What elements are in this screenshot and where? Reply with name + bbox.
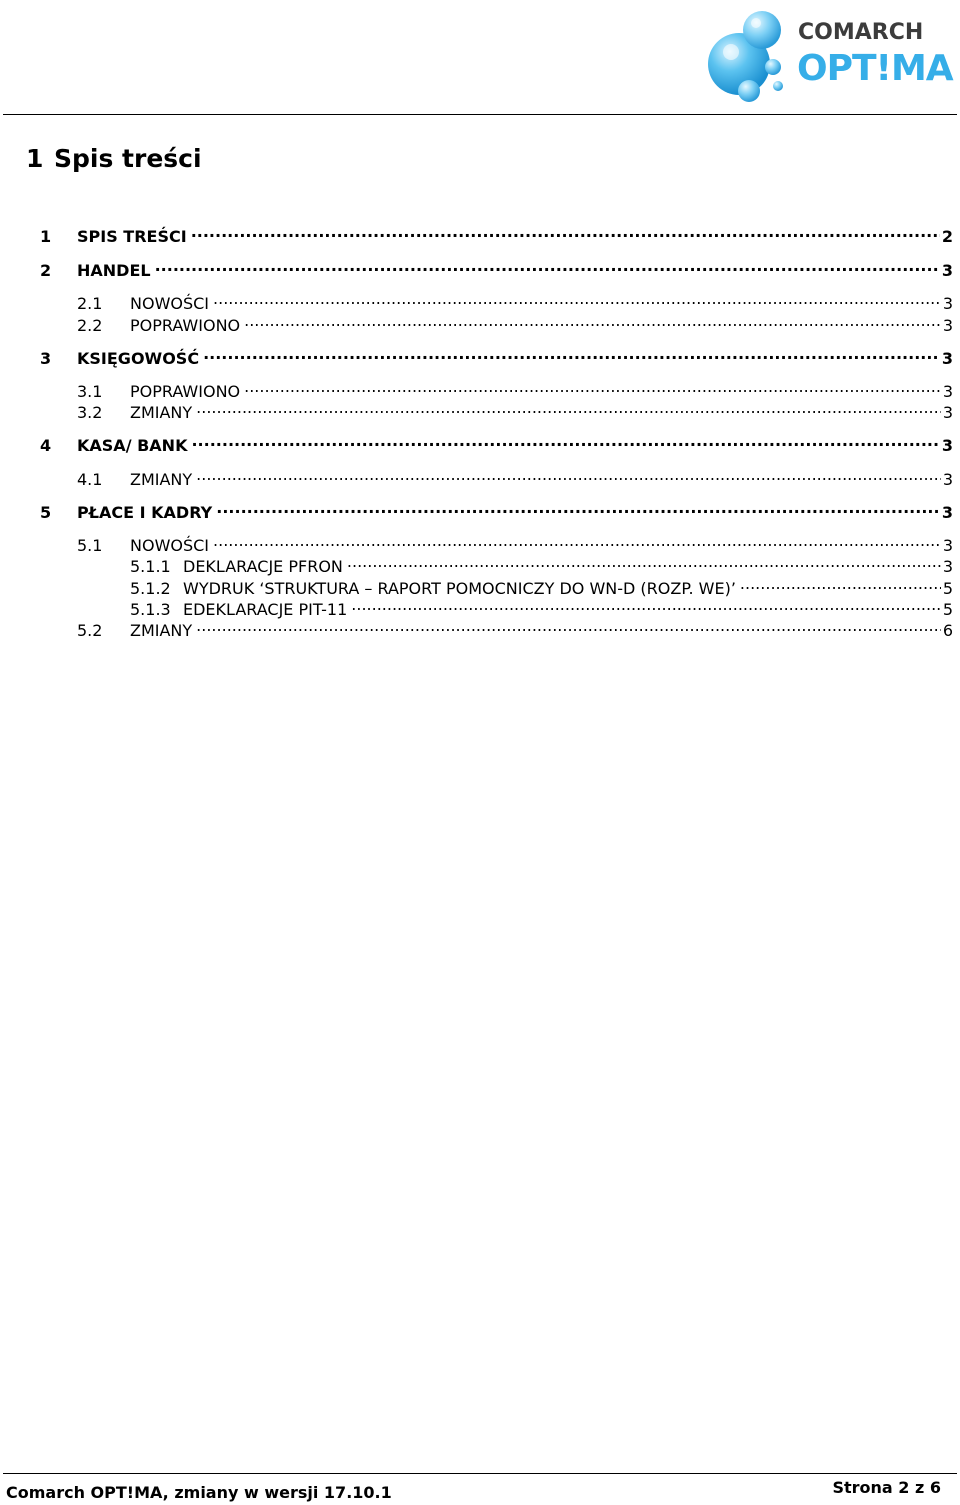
- toc-entry-label: ZMIANY: [130, 470, 193, 489]
- toc-leader-dots: [196, 616, 941, 636]
- toc-leader-dots: [347, 552, 941, 572]
- logo-brand-text: COMARCH: [798, 20, 924, 45]
- toc-entry[interactable]: [130, 595, 953, 619]
- toc-leader-dots: [244, 311, 941, 331]
- toc-entry-page: 5: [942, 600, 953, 619]
- toc-entry-label: KSIĘGOWOŚĆ: [77, 349, 200, 368]
- toc-entry-number: 5.1.2: [130, 579, 171, 598]
- toc-entry[interactable]: [77, 616, 953, 640]
- toc-entry-page: 6: [942, 621, 953, 640]
- toc-leader-dots: [196, 465, 941, 485]
- toc-leader-dots: [740, 574, 941, 594]
- toc-entry-number: 3.2: [77, 403, 103, 422]
- toc-entry-number: 5.1: [77, 536, 103, 555]
- toc-entry-label: DEKLARACJE PFRON: [183, 557, 343, 576]
- toc-leader-dots: [213, 531, 941, 551]
- toc-entry-number: 3.1: [77, 382, 103, 401]
- toc-entry-page: 3: [941, 503, 953, 522]
- toc-entry-label: POPRAWIONO: [130, 316, 241, 335]
- toc-entry[interactable]: [77, 531, 953, 555]
- toc-entry-label: ZMIANY: [130, 403, 193, 422]
- toc-leader-dots: [196, 398, 941, 418]
- toc-entry-number: 3: [40, 349, 52, 368]
- table-of-contents: [0, 0, 960, 700]
- toc-leader-dots: [216, 498, 940, 518]
- toc-entry-page: 2: [941, 227, 953, 246]
- toc-entry-number: 1: [40, 227, 52, 246]
- toc-entry-number: 5.1.1: [130, 557, 171, 576]
- toc-entry-number: 4.1: [77, 470, 103, 489]
- toc-entry-number: 2.1: [77, 294, 103, 313]
- toc-entry-number: 5.2: [77, 621, 103, 640]
- toc-leader-dots: [244, 377, 941, 397]
- toc-entry[interactable]: [40, 344, 953, 368]
- toc-entry-page: 3: [942, 294, 953, 313]
- toc-entry-label: KASA/ BANK: [77, 436, 188, 455]
- toc-entry-page: 3: [942, 382, 953, 401]
- toc-entry[interactable]: [40, 222, 953, 246]
- toc-entry-number: 2.2: [77, 316, 103, 335]
- toc-entry-label: HANDEL: [77, 261, 151, 280]
- toc-entry[interactable]: [77, 289, 953, 313]
- footer-page-number: Strona 2 z 6: [832, 1478, 941, 1497]
- toc-entry-page: 3: [941, 349, 953, 368]
- toc-entry-number: 5: [40, 503, 52, 522]
- toc-entry-number: 2: [40, 261, 52, 280]
- toc-entry-label: SPIS TREŚCI: [77, 227, 187, 246]
- toc-entry-page: 3: [942, 403, 953, 422]
- toc-entry[interactable]: [130, 552, 953, 576]
- toc-leader-dots: [213, 289, 941, 309]
- toc-entry-label: NOWOŚCI: [130, 536, 210, 555]
- toc-leader-dots: [155, 256, 940, 276]
- toc-entry-label: PŁACE I KADRY: [77, 503, 213, 522]
- toc-entry-page: 3: [942, 316, 953, 335]
- toc-entry-label: EDEKLARACJE PIT-11: [183, 600, 348, 619]
- toc-entry-number: 5.1.3: [130, 600, 171, 619]
- toc-leader-dots: [191, 222, 940, 242]
- toc-entry[interactable]: [77, 377, 953, 401]
- page-title-number: 1: [26, 144, 44, 173]
- toc-entry-page: 3: [941, 261, 953, 280]
- toc-entry-label: WYDRUK ‘STRUKTURA – RAPORT POMOCNICZY DO WN-D (ROZP. WE)’: [183, 579, 736, 598]
- toc-entry-page: 3: [942, 536, 953, 555]
- toc-entry-page: 3: [942, 557, 953, 576]
- toc-entry-label: POPRAWIONO: [130, 382, 241, 401]
- toc-entry[interactable]: [40, 256, 953, 280]
- toc-entry[interactable]: [40, 431, 953, 455]
- toc-leader-dots: [191, 431, 939, 451]
- logo-product-text: OPT!MA: [797, 48, 953, 89]
- toc-entry[interactable]: [130, 574, 953, 598]
- page-title-text: Spis treści: [54, 144, 202, 173]
- toc-leader-dots: [351, 595, 941, 615]
- toc-entry-label: ZMIANY: [130, 621, 193, 640]
- toc-entry-label: NOWOŚCI: [130, 294, 210, 313]
- toc-entry-page: 3: [942, 470, 953, 489]
- toc-entry[interactable]: [77, 398, 953, 422]
- toc-leader-dots: [203, 344, 940, 364]
- toc-entry[interactable]: [77, 465, 953, 489]
- toc-entry-page: 3: [941, 436, 953, 455]
- footer-document-title: Comarch OPT!MA, zmiany w wersji 17.10.1: [6, 1483, 392, 1502]
- toc-entry[interactable]: [40, 498, 953, 522]
- toc-entry-number: 4: [40, 436, 52, 455]
- toc-entry-page: 5: [942, 579, 953, 598]
- toc-entry[interactable]: [77, 311, 953, 335]
- footer-divider: [3, 1473, 957, 1474]
